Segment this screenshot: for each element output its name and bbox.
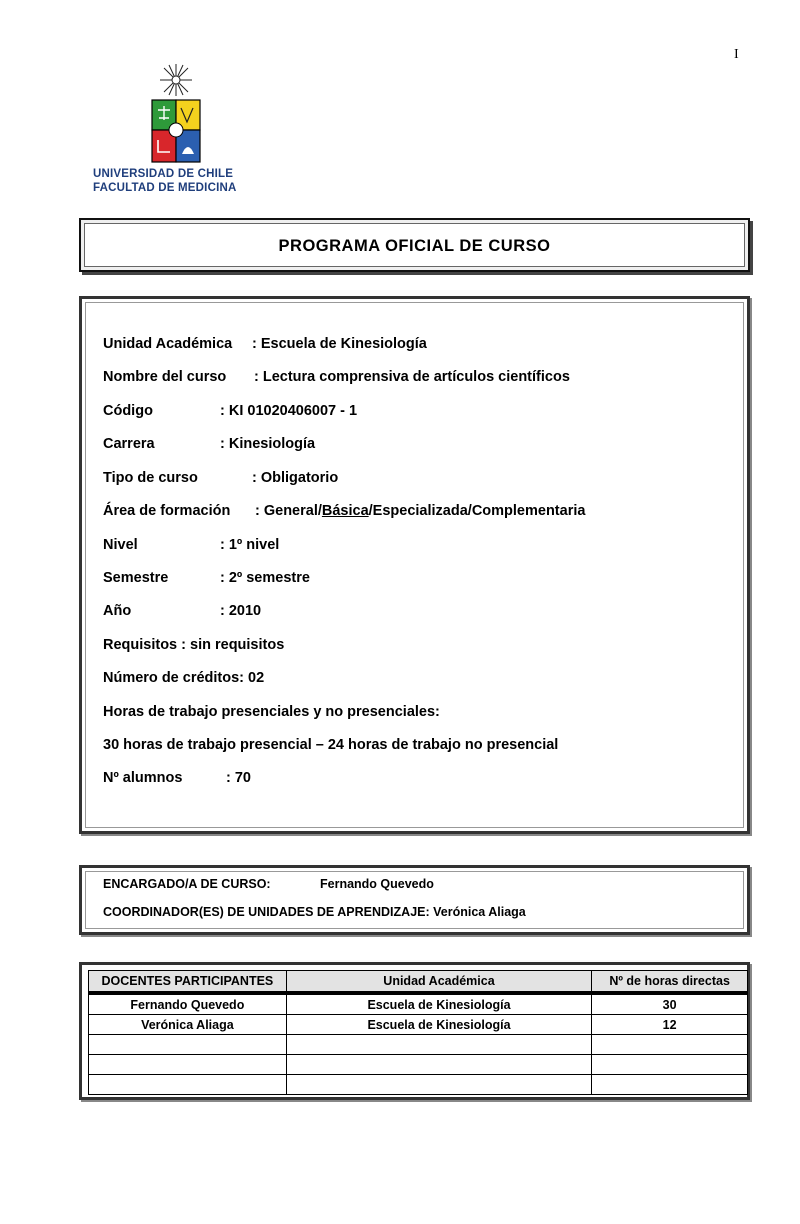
nivel-label: Nivel [103, 537, 138, 553]
encargado-label: ENCARGADO/A DE CURSO: [103, 877, 271, 891]
table-cell: Escuela de Kinesiología [286, 993, 591, 1015]
horas-label: Horas de trabajo presenciales y no presenciales: [103, 704, 440, 720]
unidad-value: : Escuela de Kinesiología [252, 336, 427, 352]
carrera-label: Carrera [103, 436, 155, 452]
table-cell [89, 1055, 287, 1075]
nivel-value: : 1º nivel [220, 537, 280, 553]
title-frame [79, 218, 750, 272]
encargado-value: Fernando Quevedo [320, 877, 434, 891]
semestre-label: Semestre [103, 570, 169, 586]
table-cell [592, 1075, 748, 1095]
table-row [89, 1075, 748, 1095]
star-icon [160, 64, 192, 96]
docentes-table [88, 970, 748, 1095]
area-prefix: : General/ [255, 503, 322, 519]
page-number: I [734, 47, 739, 62]
area-field [103, 503, 586, 519]
university-shield-logo [150, 62, 202, 164]
table-cell [286, 1075, 591, 1095]
area-value [255, 503, 585, 519]
alumnos-label: Nº alumnos [103, 770, 183, 786]
semestre-value: : 2º semestre [220, 570, 310, 586]
table-cell [89, 1035, 287, 1055]
anio-value: : 2010 [220, 603, 262, 619]
table-header-row [89, 971, 748, 994]
carrera-field [103, 436, 316, 452]
requisitos-field: Requisitos : sin requisitos [103, 637, 285, 653]
semestre-field [103, 570, 310, 586]
area-label: Área de formación [103, 503, 231, 519]
table-cell: 30 [592, 993, 748, 1015]
table-cell [89, 1075, 287, 1095]
course-info-box [79, 296, 750, 834]
alumnos-value: : 70 [226, 770, 251, 786]
table-cell [592, 1035, 748, 1055]
table-cell [286, 1055, 591, 1075]
page-title: PROGRAMA OFICIAL DE CURSO [278, 237, 551, 255]
area-selected: Básica [321, 503, 369, 519]
table-row [89, 1035, 748, 1055]
table-header-cell: Unidad Académica [286, 971, 591, 994]
codigo-value: : KI 01020406007 - 1 [220, 403, 358, 419]
nombre-field [103, 369, 570, 385]
docentes-table-frame [79, 962, 750, 1100]
table-row [89, 1055, 748, 1075]
tipo-label: Tipo de curso [103, 470, 198, 486]
table-cell: Fernando Quevedo [89, 993, 287, 1015]
codigo-label: Código [103, 403, 153, 419]
table-cell [592, 1055, 748, 1075]
encargado-line [103, 877, 434, 891]
university-header [93, 167, 236, 195]
table-header-cell: DOCENTES PARTICIPANTES [89, 971, 287, 994]
unidad-field [103, 336, 427, 352]
table-cell: Escuela de Kinesiología [286, 1015, 591, 1035]
university-name: UNIVERSIDAD DE CHILE [93, 168, 234, 180]
table-row [89, 1015, 748, 1035]
table-header-cell: Nº de horas directas [592, 971, 748, 994]
table-cell: 12 [592, 1015, 748, 1035]
anio-label: Año [103, 603, 132, 619]
coordinador-line: COORDINADOR(ES) DE UNIDADES DE APRENDIZAJE: Verónica Aliaga [103, 905, 526, 919]
area-suffix: /Especializada/Complementaria [368, 503, 586, 519]
alumnos-field [103, 770, 251, 786]
nombre-label: Nombre del curso [103, 369, 227, 385]
carrera-value: : Kinesiología [220, 436, 316, 452]
faculty-name: FACULTAD DE MEDICINA [93, 182, 237, 194]
encargado-box [79, 865, 750, 935]
table-row [89, 993, 748, 1015]
nivel-field [103, 537, 280, 553]
tipo-value: : Obligatorio [252, 470, 339, 486]
nombre-value: : Lectura comprensiva de artículos científicos [254, 369, 570, 385]
creditos-field: Número de créditos: 02 [103, 670, 265, 686]
unidad-label: Unidad Académica [103, 336, 233, 352]
table-cell: Verónica Aliaga [89, 1015, 287, 1035]
tipo-field [103, 470, 339, 486]
anio-field [103, 603, 262, 619]
horas-value: 30 horas de trabajo presencial – 24 horas de trabajo no presencial [103, 737, 559, 753]
table-cell [286, 1035, 591, 1055]
codigo-field [103, 403, 358, 419]
